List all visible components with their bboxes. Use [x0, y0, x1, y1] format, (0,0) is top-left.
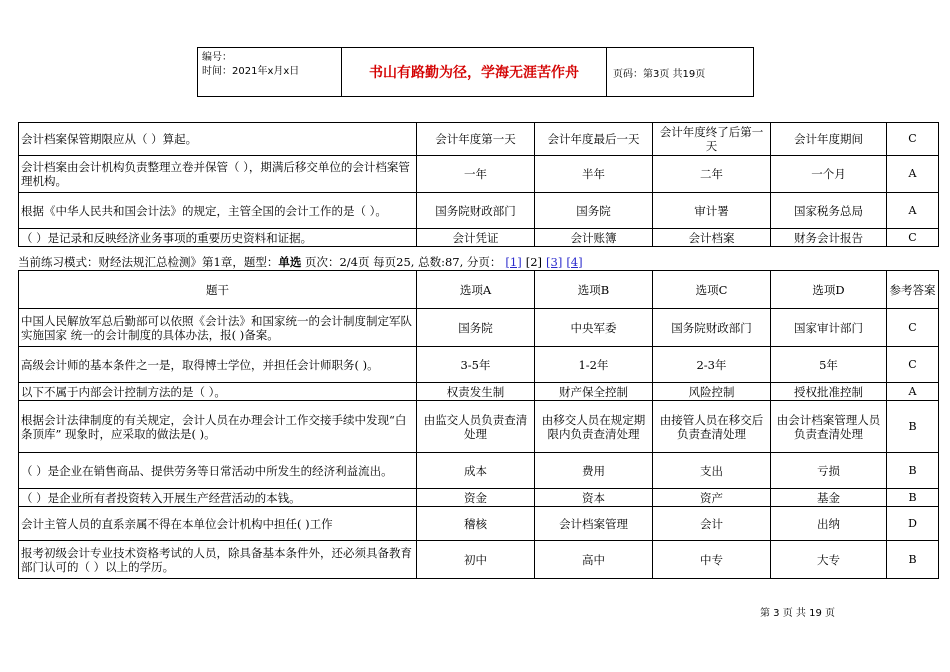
- cell-answer: A: [887, 383, 939, 401]
- top-question-table: [18, 122, 939, 247]
- cell-option-a: 国务院: [417, 309, 535, 347]
- cell-answer: B: [887, 541, 939, 579]
- page-link-1[interactable]: [1]: [505, 255, 522, 269]
- cell-option-b: 国务院: [535, 193, 653, 229]
- cell-option-a: 会计凭证: [417, 229, 535, 247]
- cell-answer: C: [887, 309, 939, 347]
- cell-option-d: 一个月: [771, 156, 887, 193]
- page-link-3[interactable]: [3]: [546, 255, 563, 269]
- cell-option-b: 会计账簿: [535, 229, 653, 247]
- cell-option-a: 权责发生制: [417, 383, 535, 401]
- page-link-4[interactable]: [4]: [566, 255, 583, 269]
- table-row: [19, 507, 939, 541]
- cell-question: 根据《中华人民共和国会计法》的规定，主管全国的会计工作的是（ ）。: [19, 193, 417, 229]
- cell-question: （ ）是企业所有者投资转入开展生产经营活动的本钱。: [19, 489, 417, 507]
- table-header-row: [19, 271, 939, 309]
- table-row: [19, 123, 939, 156]
- practice-status: [18, 255, 938, 269]
- cell-answer: A: [887, 193, 939, 229]
- cell-option-c: 支出: [653, 453, 771, 489]
- cell-option-b: 中央军委: [535, 309, 653, 347]
- cell-answer: A: [887, 156, 939, 193]
- page-header: [197, 47, 754, 97]
- cell-option-a: 资金: [417, 489, 535, 507]
- cell-question: 中国人民解放军总后勤部可以依照《会计法》和国家统一的会计制度制定军队实施国家 统一的会计制度的具体办法，报( )备案。: [19, 309, 417, 347]
- header-option-d: 选项D: [771, 271, 887, 309]
- table-row: [19, 229, 939, 247]
- cell-question: 会计主管人员的直系亲属不得在本单位会计机构中担任( )工作: [19, 507, 417, 541]
- page-label: 页码：第3页 共19页: [613, 68, 706, 80]
- table-row: [19, 489, 939, 507]
- cell-question: 根据会计法律制度的有关规定，会计人员在办理会计工作交接手续中发现“白条顶库” 现象时，应采取的做法是( )。: [19, 401, 417, 453]
- cell-option-c: 会计年度终了后第一天: [653, 123, 771, 156]
- cell-option-a: 由监交人员负责查清处理: [417, 401, 535, 453]
- table-row: [19, 347, 939, 383]
- cell-option-d: 财务会计报告: [771, 229, 887, 247]
- page-footer: 第 3 页 共 19 页: [760, 608, 835, 619]
- table-row: [19, 453, 939, 489]
- table-row: [19, 401, 939, 453]
- cell-option-c: 国务院财政部门: [653, 309, 771, 347]
- header-meta: [198, 48, 342, 96]
- cell-option-c: 2-3年: [653, 347, 771, 383]
- cell-option-c: 中专: [653, 541, 771, 579]
- cell-option-c: 由接管人员在移交后负责查清处理: [653, 401, 771, 453]
- cell-option-a: 初中: [417, 541, 535, 579]
- cell-option-d: 国家审计部门: [771, 309, 887, 347]
- cell-option-d: 亏损: [771, 453, 887, 489]
- cell-option-b: 由移交人员在规定期限内负责查清处理: [535, 401, 653, 453]
- cell-option-d: 授权批准控制: [771, 383, 887, 401]
- cell-question: （ ）是记录和反映经济业务事项的重要历史资料和证据。: [19, 229, 417, 247]
- cell-question: 会计档案保管期限应从（ ）算起。: [19, 123, 417, 156]
- table-row: [19, 156, 939, 193]
- status-prefix: 当前练习模式：财经法规汇总检测》第1章，题型：: [18, 255, 279, 269]
- cell-question: 会计档案由会计机构负责整理立卷并保管（ ），期满后移交单位的会计档案管理机构。: [19, 156, 417, 193]
- cell-option-c: 会计档案: [653, 229, 771, 247]
- table-row: [19, 193, 939, 229]
- cell-answer: C: [887, 347, 939, 383]
- header-option-b: 选项B: [535, 271, 653, 309]
- cell-question: 报考初级会计专业技术资格考试的人员，除具备基本条件外，还必须具备教育部门认可的（ ）以上的学历。: [19, 541, 417, 579]
- cell-answer: B: [887, 401, 939, 453]
- header-option-c: 选项C: [653, 271, 771, 309]
- code-label: 编号：: [202, 52, 232, 63]
- cell-option-b: 财产保全控制: [535, 383, 653, 401]
- cell-option-b: 资本: [535, 489, 653, 507]
- cell-option-c: 审计署: [653, 193, 771, 229]
- cell-option-d: 由会计档案管理人员负责查清处理: [771, 401, 887, 453]
- header-answer: 参考答案: [887, 271, 939, 309]
- cell-answer: B: [887, 453, 939, 489]
- cell-option-a: 会计年度第一天: [417, 123, 535, 156]
- table-row: [19, 383, 939, 401]
- cell-option-d: 国家税务总局: [771, 193, 887, 229]
- cell-option-b: 会计档案管理: [535, 507, 653, 541]
- cell-option-c: 资产: [653, 489, 771, 507]
- cell-option-a: 一年: [417, 156, 535, 193]
- cell-option-c: 风险控制: [653, 383, 771, 401]
- cell-option-b: 费用: [535, 453, 653, 489]
- cell-question: 以下不属于内部会计控制方法的是（ ）。: [19, 383, 417, 401]
- cell-option-d: 大专: [771, 541, 887, 579]
- cell-option-b: 会计年度最后一天: [535, 123, 653, 156]
- cell-option-c: 会计: [653, 507, 771, 541]
- status-rest: 页次：2/4页 每页25, 总数:87, 分页：: [301, 255, 502, 269]
- cell-option-c: 二年: [653, 156, 771, 193]
- cell-question: （ ）是企业在销售商品、提供劳务等日常活动中所发生的经济利益流出。: [19, 453, 417, 489]
- cell-option-d: 基金: [771, 489, 887, 507]
- cell-option-d: 会计年度期间: [771, 123, 887, 156]
- cell-option-b: 高中: [535, 541, 653, 579]
- cell-answer: D: [887, 507, 939, 541]
- cell-option-b: 半年: [535, 156, 653, 193]
- motto: 书山有路勤为径，学海无涯苦作舟: [342, 48, 607, 96]
- cell-option-b: 1-2年: [535, 347, 653, 383]
- table-row: [19, 541, 939, 579]
- cell-option-d: 出纳: [771, 507, 887, 541]
- cell-answer: C: [887, 123, 939, 156]
- cell-question: 高级会计师的基本条件之一是，取得博士学位，并担任会计师职务( )。: [19, 347, 417, 383]
- cell-option-d: 5年: [771, 347, 887, 383]
- cell-option-a: 成本: [417, 453, 535, 489]
- cell-option-a: 国务院财政部门: [417, 193, 535, 229]
- cell-option-a: 稽核: [417, 507, 535, 541]
- cell-option-a: 3-5年: [417, 347, 535, 383]
- header-question: 题干: [19, 271, 417, 309]
- question-type: 单选: [278, 255, 302, 269]
- cell-answer: C: [887, 229, 939, 247]
- cell-answer: B: [887, 489, 939, 507]
- table-row: [19, 309, 939, 347]
- header-option-a: 选项A: [417, 271, 535, 309]
- main-question-table: [18, 270, 939, 579]
- page-current-2: [2]: [525, 255, 543, 269]
- time-label: 时间：2021年x月x日: [202, 66, 300, 77]
